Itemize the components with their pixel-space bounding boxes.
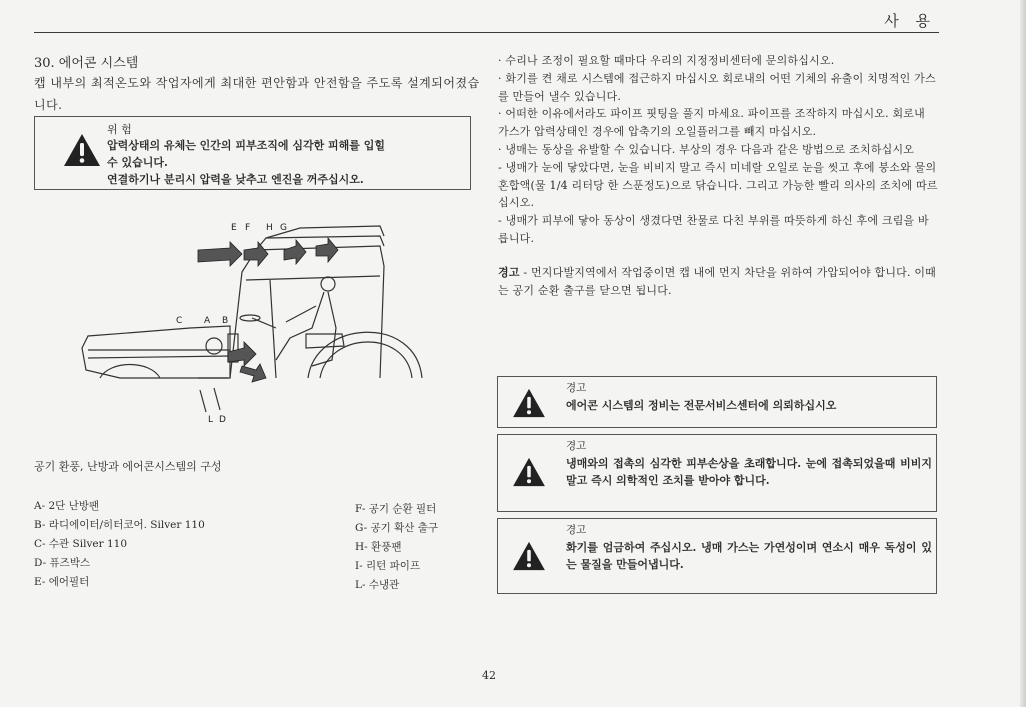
- paragraph: - 냉매가 피부에 닿아 동상이 생겼다면 찬물로 다친 부위를 따뜻하게 하신 후에 크림을 바릅니다.: [498, 214, 929, 245]
- paragraph: · 수리나 조정이 필요할 때마다 우리의 지정정비센터에 문의하십시오.: [498, 54, 835, 67]
- legend-item: C- 수관 Silver 110: [34, 538, 127, 550]
- dust-note: [498, 264, 938, 300]
- danger-text: [107, 137, 467, 188]
- legend-item: L- 수냉관: [355, 579, 400, 591]
- scan-edge: [1020, 0, 1026, 707]
- header-title: 사 용: [884, 12, 936, 30]
- legend-item: D- 퓨즈박스: [34, 557, 91, 569]
- diagram-label-h: H: [266, 223, 273, 233]
- danger-label: 위 험: [107, 123, 132, 136]
- warning-triangle-icon: [512, 457, 546, 487]
- diagram-label-g: G: [280, 223, 287, 233]
- legend-item: A- 2단 난방팬: [34, 500, 100, 512]
- diagram-label-f: F: [245, 223, 251, 233]
- danger-line: 압력상태의 유체는 인간의 피부조직에 심각한 피해를 입힐: [107, 139, 385, 152]
- diagram-label-e: E: [231, 223, 237, 233]
- legend-item: F- 공기 순환 필터: [355, 503, 437, 515]
- diagram-caption: 공기 환풍, 난방과 에어콘시스템의 구성: [34, 460, 222, 473]
- legend-item: E- 에어필터: [34, 576, 90, 588]
- legend-item: G- 공기 확산 출구: [355, 522, 439, 534]
- legend-left: [34, 497, 205, 592]
- diagram-label-l: L: [208, 415, 214, 425]
- warning-box: [497, 434, 937, 512]
- paragraph: · 냉매는 동상을 유발할 수 있습니다. 부상의 경우 다음과 같은 방법으로 조치하십시오: [498, 142, 915, 156]
- danger-line: 수 있습니다.: [107, 156, 168, 169]
- paragraph: - 냉매가 눈에 닿았다면, 눈을 비비지 말고 즉시 미네랄 오일로 눈을 씻고 후에 붕소와 물의 혼합액(물 1/4 리터당 한 스푼정도)으로 닦습니다. 그리고 가능한 빨리 의사의 조치에 따르십시오.: [498, 160, 938, 210]
- danger-box: [34, 116, 471, 190]
- diagram-label-a: A: [204, 316, 211, 326]
- right-column: [498, 52, 938, 299]
- warning-label: 경고: [566, 440, 587, 452]
- diagram-label-c: C: [176, 316, 183, 326]
- legend-right: [355, 500, 438, 595]
- header-rule: [34, 32, 939, 33]
- warning-box: [497, 518, 937, 594]
- section-intro: 캡 내부의 최적온도와 작업자에게 최대한 편안함과 안전함을 주도록 설계되어졌습니다.: [34, 76, 480, 112]
- legend-item: I- 리턴 파이프: [355, 560, 421, 572]
- diagram-label-d: D: [219, 415, 226, 425]
- section-title: 30. 에어콘 시스템: [34, 56, 139, 71]
- warning-label: 경고: [566, 524, 587, 536]
- page-number: 42: [482, 669, 496, 682]
- diagram-label-b: B: [222, 316, 229, 326]
- warning-text: 냉매와의 접촉의 심각한 피부손상을 초래합니다. 눈에 접촉되었을때 비비지 말고 즉시 의학적인 조치를 받아야 합니다.: [566, 457, 932, 487]
- warning-triangle-icon: [512, 388, 546, 418]
- danger-line: 연결하기나 분리시 압력을 낮추고 엔진을 꺼주십시오.: [107, 173, 364, 186]
- warning-text: 화기를 엄금하여 주십시오. 냉매 가스는 가연성이며 연소시 매우 독성이 있는 물질을 만들어냅니다.: [566, 541, 932, 571]
- warning-text: 에어콘 시스템의 정비는 전문서비스센터에 의뢰하십시오: [566, 399, 837, 412]
- paragraph: · 어떠한 이유에서라도 파이프 핏팅을 풀지 마세요. 파이프를 조작하지 마십시오. 회로내 가스가 압력상태인 경우에 압축기의 오일플러그를 빼지 마십시오.: [498, 107, 925, 139]
- paragraph: · 화기를 켠 채로 시스템에 접근하지 마십시오 회로내의 어떤 기체의 유출이 치명적인 가스를 만들어 낼수 있습니다.: [498, 71, 936, 103]
- legend-item: H- 환풍팬: [355, 541, 402, 553]
- warning-triangle-icon: [512, 541, 546, 571]
- tractor-cab-diagram: [80, 210, 425, 430]
- legend-item: B- 라디에이터/히터코어. Silver 110: [34, 519, 205, 531]
- warning-label: 경고: [566, 382, 587, 394]
- dust-note-label: 경고: [498, 265, 520, 279]
- dust-note-text: - 먼지다발지역에서 작업중이면 캡 내에 먼지 차단을 위하여 가압되어야 합니다. 이때는 공기 순환 출구를 닫으면 됩니다.: [498, 265, 937, 297]
- warning-triangle-icon: [63, 133, 101, 167]
- warning-box: [497, 376, 937, 428]
